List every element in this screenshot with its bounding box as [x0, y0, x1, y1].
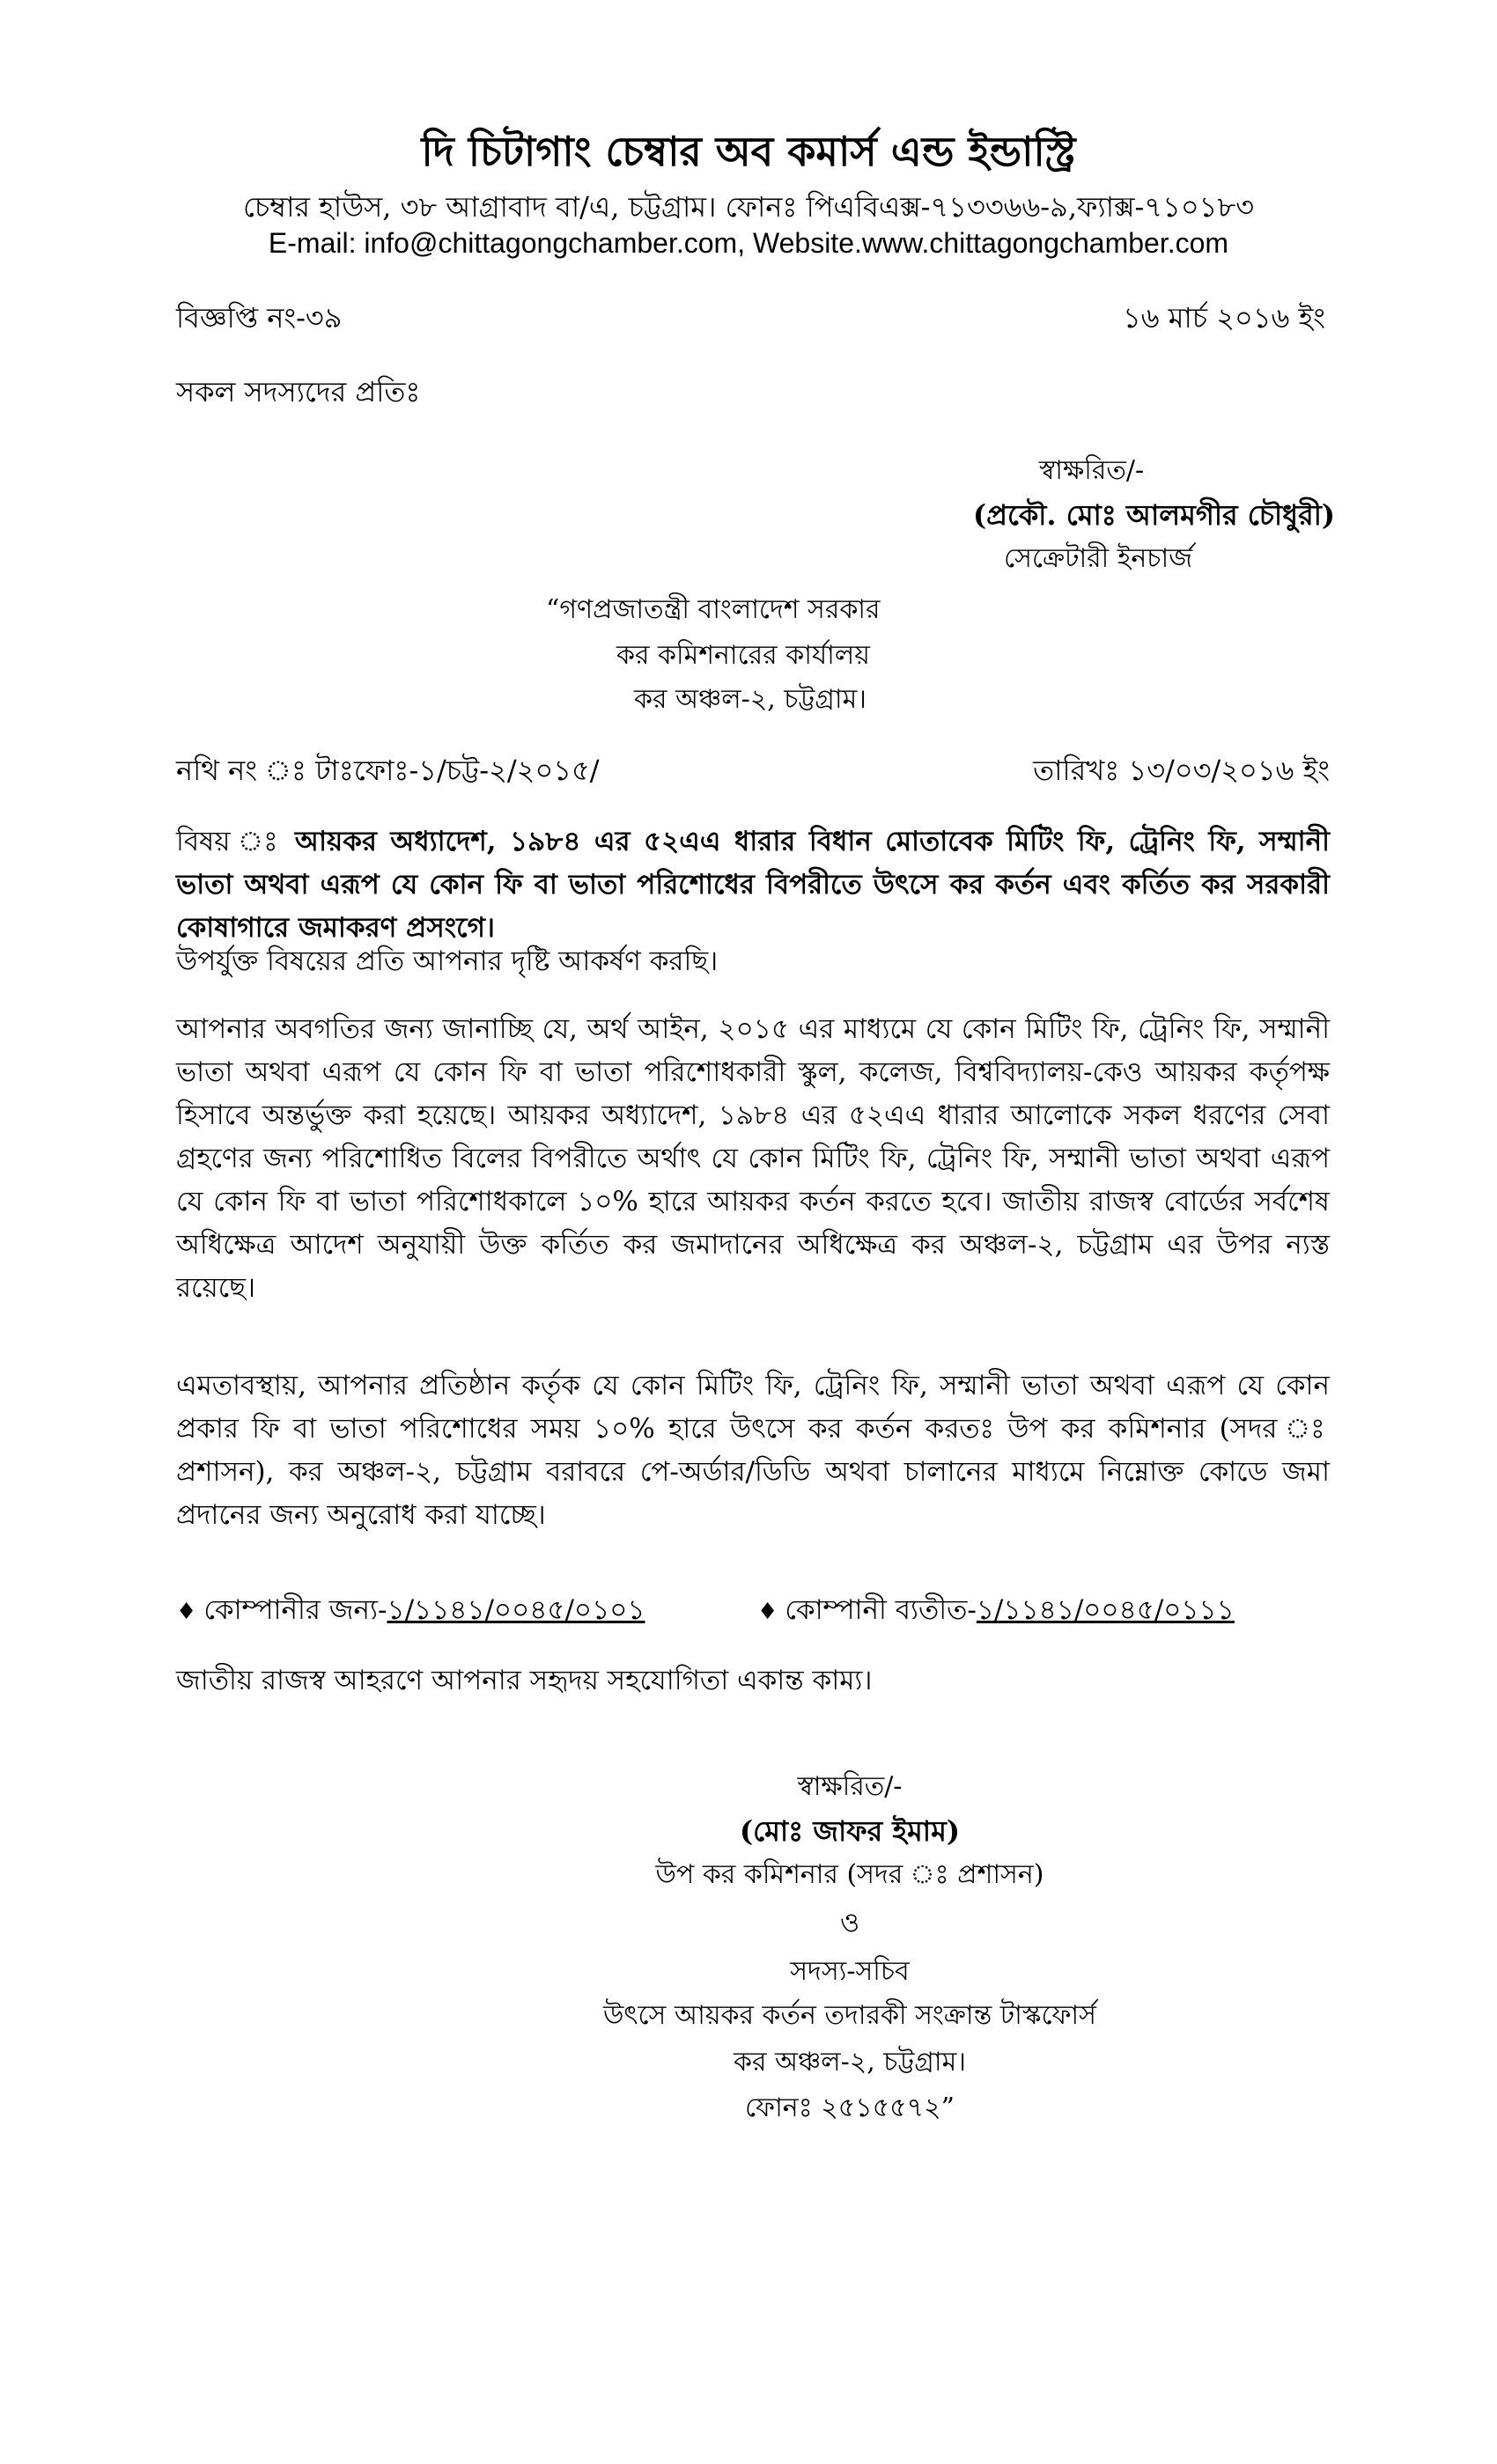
- organization-contact-web: E-mail: info@chittagongchamber.com, Website.www.chittagongchamber.com: [268, 227, 1229, 259]
- chamber-signatory-name: (প্রকৌ. মোঃ আলমগীর চৌধুরী): [973, 498, 1335, 532]
- gov-header-line2: কর কমিশনারের কার্যালয়: [616, 640, 870, 671]
- closing-line: জাতীয় রাজস্ব আহরণে আপনার সহৃদয় সহযোগিতা একান্ত কাম্য।: [176, 1665, 873, 1696]
- company-code-value: ১/১১৪১/০০৪৫/০১০১: [387, 1594, 645, 1626]
- diamond-bullet-icon: ♦: [176, 1599, 197, 1625]
- tax-signatory-title: উপ কর কমিশনার (সদর ঃ প্রশাসন): [655, 1859, 1044, 1890]
- tax-signatory-and: ও: [839, 1908, 860, 1938]
- tax-signed-label: স্বাক্ষরিত/-: [797, 1771, 903, 1802]
- organization-address: চেম্বার হাউস, ৩৮ আগ্রাবাদ বা/এ, চট্টগ্রাম। ফোনঃ পিএবিএক্স-৭১৩৩৬৬-৯,ফ্যাক্স-৭১০১৮৩: [242, 190, 1255, 224]
- file-number: নথি নং ঃ টাঃফোঃ-১/চট্ট-২/২০১৫/: [176, 754, 600, 787]
- tax-zone: কর অঞ্চল-২, চট্টগ্রাম।: [734, 2047, 966, 2078]
- subject-paragraph: [176, 820, 1330, 950]
- body-paragraph-2: আপনার অবগতির জন্য জানাচ্ছি যে, অর্থ আইন, ২০১৫ এর মাধ্যমে যে কোন মিটিং ফি, ট্রেনিং ফি, সম্মানী ভাতা অথবা এরূপ যে কোন ফি বা ভাতা পরিশোধকারী স্কুল, কলেজ, বিশ্ববিদ্যালয়-কেও আয়কর কর্তৃপক্ষ হিসাবে অন্তর্ভুক্ত করা হয়েছে। আয়কর অধ্যাদেশ, ১৯৮৪ এর ৫২এএ ধারার আলোকে সকল ধরণের সেবা গ্রহণের জন্য পরিশোধিত বিলের বিপরীতে অর্থাৎ যে কোন মিটিং ফি, ট্রেনিং ফি, সম্মানী ভাতা অথবা এরূপ যে কোন ফি বা ভাতা পরিশোধকালে ১০% হারে আয়কর কর্তন করতে হবে। জাতীয় রাজস্ব বোর্ডের সর্বশেষ অধিক্ষেত্র আদেশ অনুযায়ী উক্ত কর্তিত কর জমাদানের অধিক্ষেত্র কর অঞ্চল-২, চট্টগ্রাম এর উপর ন্যস্ত রয়েছে।: [176, 1013, 1330, 1304]
- gov-header-line1: “গণপ্রজাতন্ত্রী বাংলাদেশ সরকার: [546, 594, 881, 625]
- subject-label: বিষয় ঃ: [176, 826, 295, 857]
- tax-taskforce-name: উৎসে আয়কর কর্তন তদারকী সংক্রান্ত টাস্কফোর্স: [603, 2000, 1096, 2031]
- body-paragraph-3: এমতাবস্থায়, আপনার প্রতিষ্ঠান কর্তৃক যে কোন মিটিং ফি, ট্রেনিং ফি, সম্মানী ভাতা অথবা এরূপ যে কোন প্রকার ফি বা ভাতা পরিশোধের সময় ১০% হারে উৎসে কর কর্তন করতঃ উপ কর কমিশনার (সদর ঃ প্রশাসন), কর অঞ্চল-২, চট্টগ্রাম বরাবরে পে-অর্ডার/ডিডি অথবা চালানের মাধ্যমে নিম্নোক্ত কোডে জমা প্রদানের জন্য অনুরোধ করা যাচ্ছে।: [176, 1370, 1330, 1531]
- noncompany-code-label: কোম্পানী ব্যতীত-: [785, 1594, 977, 1626]
- organization-name: দি চিটাগাং চেম্বার অব কমার্স এন্ড ইন্ডাস্ট্রি: [421, 128, 1076, 175]
- subject-text: আয়কর অধ্যাদেশ, ১৯৮৪ এর ৫২এএ ধারার বিধান মোতাবেক মিটিং ফি, ট্রেনিং ফি, সম্মানী ভাতা অথবা এরূপ যে কোন ফি বা ভাতা পরিশোধের বিপরীতে উৎসে কর কর্তন এবং কর্তিত কর সরকারী কোষাগারে জমাকরণ প্রসংগে।: [176, 826, 1330, 944]
- diamond-bullet-icon: ♦: [757, 1599, 778, 1625]
- file-date: তারিখঃ ১৩/০৩/২০১৬ ইং: [1033, 754, 1330, 787]
- recipients-line: সকল সদস্যদের প্রতিঃ: [176, 375, 421, 408]
- tax-signatory-role: সদস্য-সচিব: [790, 1956, 910, 1987]
- tax-signatory-name: (মোঃ জাফর ইমাম): [739, 1814, 960, 1848]
- company-code-label: কোম্পানীর জন্য-: [203, 1594, 387, 1626]
- tax-phone: ফোনঃ ২৫১৫৫৭২”: [745, 2093, 955, 2123]
- notice-date: ১৬ মার্চ ২০১৬ ইং: [1122, 301, 1325, 335]
- noncompany-code-value: ১/১১৪১/০০৪৫/০১১১: [976, 1594, 1235, 1626]
- noncompany-code-line: [757, 1589, 1235, 1635]
- body-paragraph-1: উপর্যুক্ত বিষয়ের প্রতি আপনার দৃষ্টি আকর্ষণ করছি।: [176, 945, 719, 977]
- company-code-line: [176, 1589, 645, 1635]
- gov-header-line3: কর অঞ্চল-২, চট্টগ্রাম।: [634, 684, 866, 715]
- chamber-signatory-title: সেক্রেটারী ইনচার্জ: [1004, 543, 1193, 574]
- notice-number: বিজ্ঞপ্তি নং-৩৯: [176, 301, 343, 335]
- chamber-signed-label: স্বাক্ষরিত/-: [1039, 455, 1145, 486]
